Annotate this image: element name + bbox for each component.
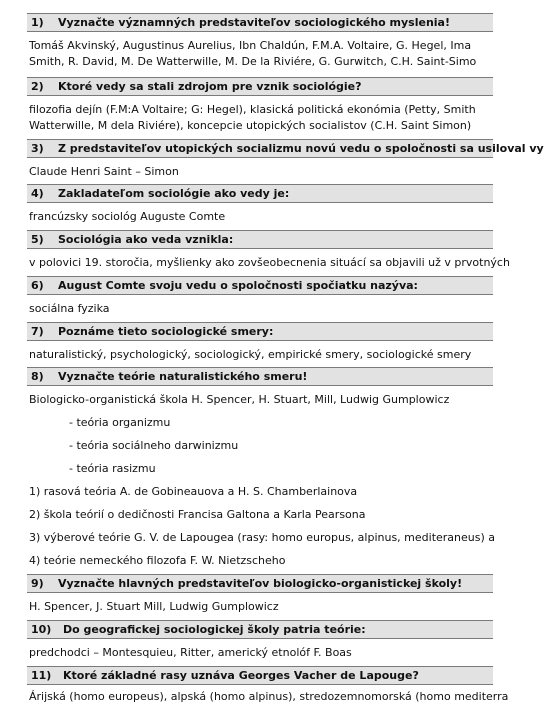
question-title: Z predstaviteľov utopických socializmu novú vedu o spoločnosti sa usiloval vy [58,142,544,155]
question-heading [27,367,493,386]
question-number: 2) [31,80,44,93]
question-title: Do geografickej sociologickej školy patria teórie: [63,623,366,636]
answer-line: Smith, R. David, M. De Watterwille, M. De la Riviére, G. Gurwitch, C.H. Saint-Simo [29,55,477,68]
question-4 [0,184,493,224]
question-title: Vyznačte významných predstaviteľov sociologického myslenia! [58,16,450,29]
question-title: Zakladateľom sociológie ako vedy je: [58,187,290,200]
question-number: 9) [31,577,44,590]
answer-line: Biologicko-organistická škola H. Spencer, H. Stuart, Mill, Ludwig Gumplowicz [29,393,450,406]
answer-line: Watterwille, M dela Riviére), koncepcie utopických socialistov (C.H. Saint Simon) [29,119,472,132]
question-number: 5) [31,233,44,246]
question-number: 3) [31,142,44,155]
question-heading [27,276,493,295]
question-title: August Comte svoju vedu o spoločnosti spočiatku nazýva: [58,279,418,292]
answer-line: Árijská (homo europeus), alpská (homo alpinus), stredozemnomorská (homo mediterra [29,690,509,703]
question-heading [27,139,544,158]
question-heading [27,77,493,96]
question-1 [0,13,493,69]
question-heading [27,574,493,593]
question-title: Ktoré vedy sa stali zdrojom pre vznik sociológie? [58,80,362,93]
question-number: 11) [31,669,52,682]
question-number: 1) [31,16,44,29]
question-heading [27,620,493,639]
question-title: Sociológia ako veda vznikla: [58,233,234,246]
answer-line: naturalistický, psychologický, sociologický, empirické smery, sociologické smery [29,348,472,361]
theory-list-item: 3) výberové teórie G. V. de Lapougea (rasy: homo europus, alpinus, mediteraneus) a [29,531,496,544]
theory-subitem: - teória organizmu [69,416,171,429]
question-number: 8) [31,370,44,383]
theory-subitem: - teória sociálneho darwinizmu [69,439,239,452]
question-number: 10) [31,623,52,636]
answer-line: Tomáš Akvinský, Augustinus Aurelius, Ibn Chaldún, F.M.A. Voltaire, G. Hegel, Ima [29,39,472,52]
question-heading [27,322,493,341]
answer-line: francúzsky sociológ Auguste Comte [29,210,226,223]
answer-line: Claude Henri Saint – Simon [29,165,179,178]
answer-line: H. Spencer, J. Stuart Mill, Ludwig Gumplowicz [29,600,279,613]
answer-line: v polovici 19. storočia, myšlienky ako zovšeobecnenia situácí sa objavili už v prvotných [29,256,510,269]
theory-subitem: - teória rasizmu [69,462,156,475]
theory-list-item: 1) rasová teória A. de Gobineauova a H. S. Chamberlainova [29,485,358,498]
question-number: 6) [31,279,44,292]
theory-list-item: 4) teórie nemeckého filozofa F. W. Nietzscheho [29,554,286,567]
question-title: Vyznačte hlavných predstaviteľov biologicko-organistickej školy! [58,577,463,590]
answer-line: sociálna fyzika [29,302,110,315]
answer-line: filozofia dejín (F.M:A Voltaire; G: Hegel), klasická politická ekonómia (Petty, Smith [29,103,476,116]
question-10 [0,620,493,660]
question-heading [27,184,493,203]
question-title: Poznáme tieto sociologické smery: [58,325,274,338]
answer-line: predchodci – Montesquieu, Ritter, americký etnolóf F. Boas [29,646,352,659]
question-heading [27,13,493,32]
question-title: Ktoré základné rasy uznáva Georges Vacher de Lapouge? [63,669,419,682]
question-number: 7) [31,325,44,338]
question-6 [0,276,493,316]
question-5 [0,230,510,270]
question-8 [0,367,493,407]
question-number: 4) [31,187,44,200]
question-11 [0,666,509,704]
theory-list-item: 2) škola teórií o dedičnosti Francisa Galtona a Karla Pearsona [29,508,366,521]
question-heading [27,230,493,249]
question-2 [0,77,493,133]
question-9 [0,574,493,614]
question-7 [0,322,493,362]
question-heading [27,666,493,685]
question-title: Vyznačte teórie naturalistického smeru! [58,370,308,383]
question-3 [0,139,544,179]
